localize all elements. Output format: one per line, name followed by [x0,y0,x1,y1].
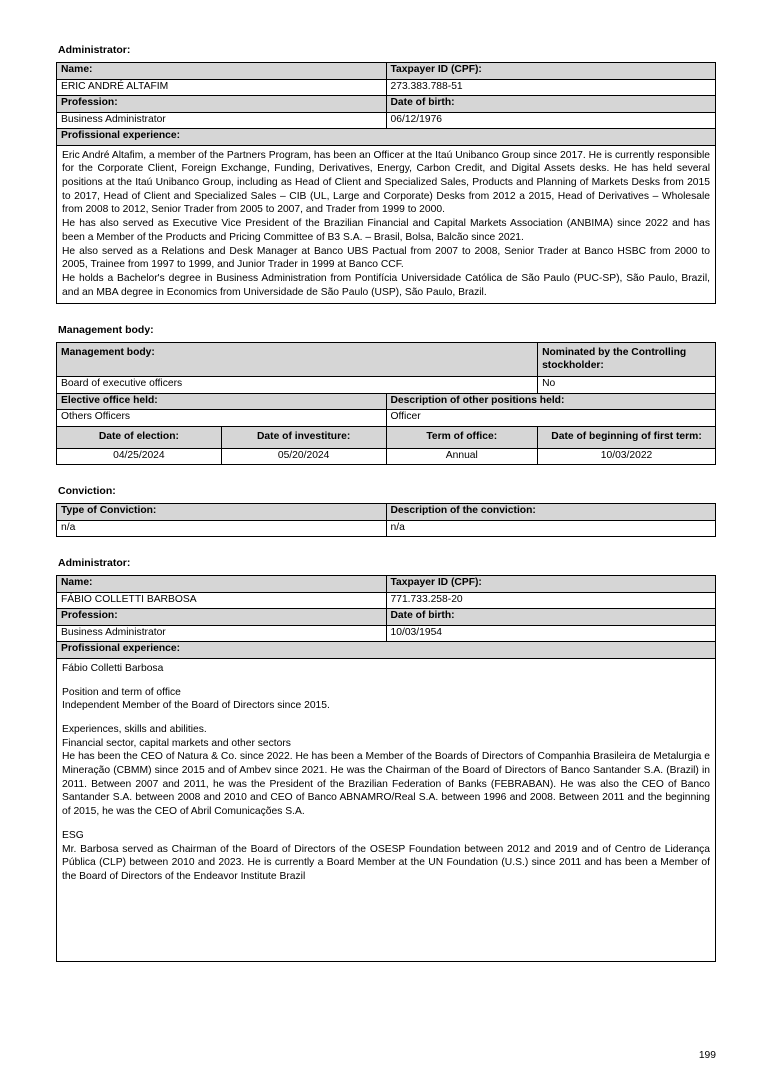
admin1-experience-paragraphs [62,149,710,300]
administrator-table-2 [56,575,716,962]
paragraph: He also served as a Relations and Desk Manager at Banco UBS Pactual from 2007 to 2008, Senior Trader at Banco HSBC from 2000 to 2005, Trainee from 1997 to 1999, and Junior Trader in 1999 at Banco CCF. [62,245,710,271]
management-body-table [56,342,716,465]
admin1-taxpayer-value: 273.383.788-51 [386,79,716,96]
mgmt-term-office-value: Annual [386,448,538,465]
mgmt-nominated-value: No [538,377,716,394]
table-row [57,520,716,537]
administrator-table-1 [56,62,716,304]
admin2-experience-body [57,658,716,961]
admin2-dob-value: 10/03/1954 [386,625,716,642]
table-row [57,609,716,626]
mgmt-date-election-value: 04/25/2024 [57,448,222,465]
conviction-description-value: n/a [386,520,716,537]
table-row [57,625,716,642]
section-label-conviction: Conviction: [58,485,116,498]
admin2-experience-header: Profissional experience: [57,642,716,659]
conviction-description-header: Description of the conviction: [386,504,716,521]
table-row [57,377,716,394]
conviction-type-header: Type of Conviction: [57,504,387,521]
admin1-dob-header: Date of birth: [386,96,716,113]
admin1-dob-value: 06/12/1976 [386,112,716,129]
mgmt-date-election-header: Date of election: [57,427,222,449]
section-label-administrator-1: Administrator: [58,44,131,56]
admin2-experience-paragraphs [62,662,710,884]
paragraph: Financial sector, capital markets and other sectors [62,737,291,749]
paragraph: Position and term of office [62,686,181,698]
admin1-profession-value: Business Administrator [57,112,387,129]
mgmt-other-positions-header: Description of other positions held: [386,393,716,410]
mgmt-date-investiture-header: Date of investiture: [221,427,386,449]
mgmt-other-positions-value: Officer [386,410,716,427]
paragraph: He holds a Bachelor's degree in Business Administration from Pontifícia Universidade Católica de São Paulo (PUC-SP), São Paulo, Brazil, and an MBA degree in Economics from Universidade de São Paulo (USP), São Paulo, Brazil. [62,272,710,298]
table-row [57,658,716,961]
admin2-profession-value: Business Administrator [57,625,387,642]
conviction-type-value: n/a [57,520,387,537]
paragraph: Independent Member of the Board of Directors since 2015. [62,700,330,712]
table-row [57,427,716,449]
table-row [57,79,716,96]
section-label-management-body: Management body: [58,324,154,337]
mgmt-date-first-term-value: 10/03/2022 [538,448,716,465]
paragraph: Eric André Altafim, a member of the Partners Program, has been an Officer at the Itaú Unibanco Group since 2017. He is currently responsible for the Corporate Client, Foreign Exchange, Funding, Derivatives, Energy, Carbon Credit, and Digital Assets desks. He has held several positions at the Itaú Unibanco Group, including as Head of Client and Specialized Sales, Products and Planning of Markets Desks from 2015 to 2017, Head of Client and Specialized Sales – CIB (UL, Large and Corporate) Desks from 2012 a 2015, Head of Derivatives – Wholesale from 2008 to 2012, Senior Trader from 2005 to 2007, and Trader from 1999 to 2000. [62,149,710,216]
paragraph: He has been the CEO of Natura & Co. since 2022. He has been a Member of the Boards of Directors of Companhia Brasileira de Metalurgia e Mineração (CBMM) since 2015 and of Ambev since 2021. He was the Chairman of the Board of Directors of Banco Santander S.A. (Brazil) in 2011. Between 2007 and 2011, he was the President of the Brazilian Federation of Banks (FEBRABAN). He was also the CEO of Banco Santander S.A. between 2008 and 2010 and CEO of Banco ABNAMRO/Real S.A. between 1996 and 2008. Between 2011 and the beginning of 2015, he was the CEO of Abril Comunicações S.A. [62,751,710,818]
paragraph: ESG [62,829,84,841]
mgmt-body-header: Management body: [57,343,538,377]
section-label-administrator-2: Administrator: [58,557,131,570]
table-row [57,112,716,129]
admin1-taxpayer-header: Taxpayer ID (CPF): [386,63,716,80]
table-row [57,642,716,659]
mgmt-elective-office-value: Others Officers [57,410,387,427]
admin1-name-header: Name: [57,63,387,80]
table-row [57,393,716,410]
paragraph: Fábio Colletti Barbosa [62,662,164,674]
admin1-experience-header: Profissional experience: [57,129,716,146]
admin1-profession-header: Profession: [57,96,387,113]
admin2-profession-header: Profession: [57,609,387,626]
paragraph: He has also served as Executive Vice President of the Brazilian Financial and Capital Markets Association (ANBIMA) since 2022 and has been a Member of the Products and Pricing Committee of B3 S.A. – Brasil, Bolsa, Balcão since 2021. [62,218,710,243]
admin2-taxpayer-header: Taxpayer ID (CPF): [386,576,716,593]
mgmt-body-value: Board of executive officers [57,377,538,394]
conviction-table [56,503,716,537]
mgmt-date-first-term-header: Date of beginning of first term: [538,427,716,449]
mgmt-elective-office-header: Elective office held: [57,393,387,410]
paragraph: Mr. Barbosa served as Chairman of the Board of Directors of the OSESP Foundation between 2012 and 2019 and of Centro de Liderança Pública (CLP) between 2010 and 2023. He is currently a Board Member at the UN Foundation (U.S.) since 2011 and has been a Member of the Board of Directors of the Endeavor Institute Brazil [62,843,710,882]
admin2-name-header: Name: [57,576,387,593]
page-number: 199 [698,1050,716,1061]
admin2-name-value: FÁBIO COLLETTI BARBOSA [57,592,387,609]
mgmt-term-office-header: Term of office: [386,427,538,449]
table-row [57,343,716,377]
table-row [57,592,716,609]
admin1-name-value: ERIC ANDRÉ ALTAFIM [57,79,387,96]
admin2-dob-header: Date of birth: [386,609,716,626]
table-row [57,63,716,80]
admin1-experience-body [57,145,716,304]
table-row [57,448,716,465]
table-row [57,410,716,427]
table-row [57,145,716,304]
mgmt-date-investiture-value: 05/20/2024 [221,448,386,465]
table-row [57,129,716,146]
table-row [57,504,716,521]
table-row [57,96,716,113]
table-row [57,576,716,593]
paragraph: Experiences, skills and abilities. [62,724,207,736]
mgmt-nominated-header: Nominated by the Controlling stockholder: [538,343,716,377]
admin2-taxpayer-value: 771.733.258-20 [386,592,716,609]
